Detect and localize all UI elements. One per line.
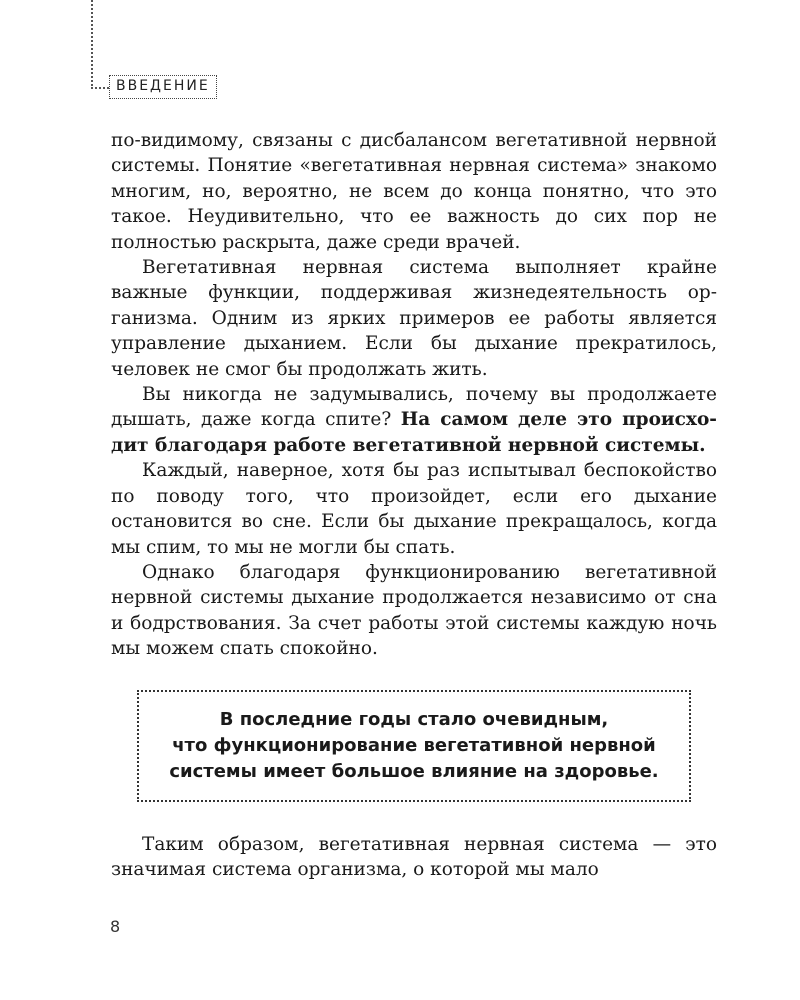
- paragraph-5: Однако благодаря функционированию вегетативной нервной системы дыхание продолжается независимо от сна и бодрствования. За счет работы этой системы каждую ночь мы можем спать спокойно.: [111, 561, 717, 660]
- paragraph-4: Каждый, наверное, хотя бы раз испытывал беспокойство по поводу того, что произойдет, если его дыхание остановится во сне. Если бы дыхание прекращалось, когда мы спим, то мы не могли бы спать.: [111, 460, 717, 558]
- paragraph-3-bold: На самом деле это происходит благодаря работе вегетативной нервной системы.: [111, 409, 717, 456]
- closing-paragraph: Таким образом, вегетативная нервная система — это значимая система организма, о которой мы мало: [111, 834, 717, 881]
- callout-line-2: что функционирование вегетативной нервной: [172, 735, 656, 756]
- paragraph-3: [111, 382, 717, 458]
- header-horizontal-dotted-rule: [91, 87, 109, 89]
- callout-text: [169, 707, 658, 785]
- header-vertical-dotted-rule: [91, 0, 93, 86]
- paragraph-3-text: Вы никогда не задумывались, почему вы продолжаете дышать, даже когда спите?: [111, 384, 717, 431]
- section-label: ВВЕДЕНИЕ: [109, 75, 217, 99]
- closing-text: [111, 832, 717, 883]
- main-text: [111, 128, 717, 662]
- callout-box: [137, 690, 691, 802]
- paragraph-2: Вегетативная нервная система выполняет крайне важные функции, поддерживая жизнедеятельность организма. Одним из ярких примеров ее работы является управление дыханием. Если бы дыхание прекратилось, человек не смог бы продолжать жить.: [111, 257, 717, 380]
- paragraph-1: по-видимому, связаны с дисбалансом вегетативной нервной системы. Понятие «вегетативная нервная система» знакомо многим, но, вероятно, не всем до конца понятно, что это такое. Неудивительно, что ее важность до сих пор не полностью раскрыта, даже среди врачей.: [111, 130, 717, 253]
- callout-line-1: В последние годы стало очевидным,: [219, 709, 609, 730]
- callout-line-3: системы имеет большое влияние на здоровье.: [169, 761, 659, 782]
- page-number: 8: [110, 917, 121, 936]
